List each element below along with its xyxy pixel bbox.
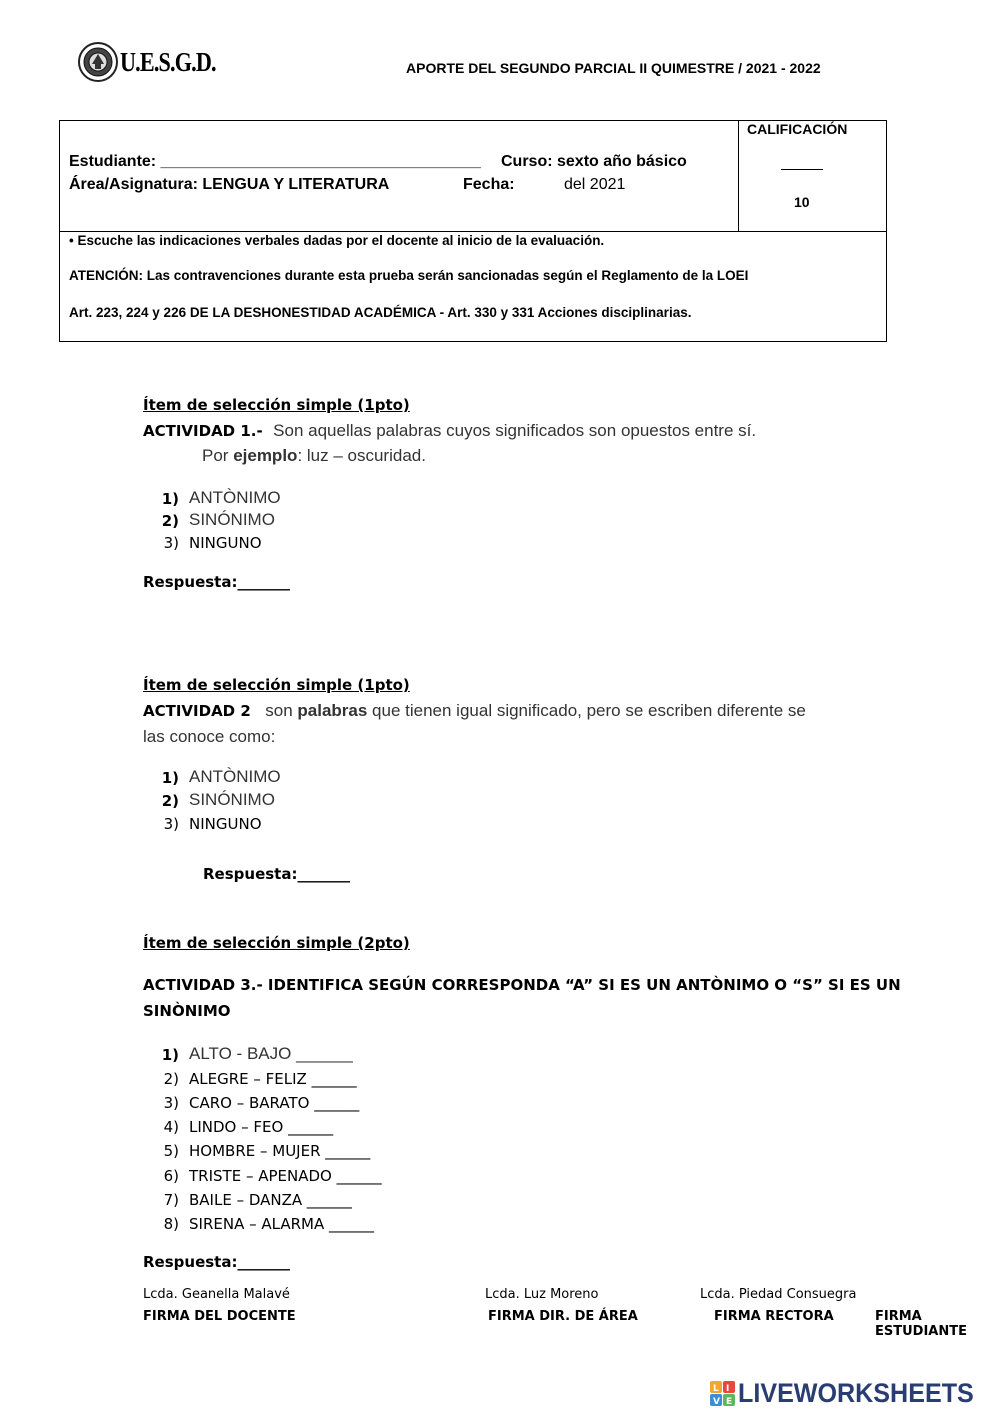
section2-question-post: que tienen igual significado, pero se escriben diferente se: [367, 701, 806, 720]
liveworksheets-brand: [710, 1378, 992, 1409]
section2-answer-field[interactable]: Respuesta:_______: [203, 865, 350, 883]
student-info-top: [60, 121, 886, 232]
section3-activity-line2: SINÒNIMO: [143, 1002, 231, 1020]
option-text: ANTÒNIMO: [189, 488, 281, 507]
section3-pair[interactable]: [149, 1191, 352, 1209]
section1-option[interactable]: [149, 534, 262, 552]
pair-text: BAILE – DANZA ______: [189, 1191, 352, 1209]
student-signature-label: FIRMA ESTUDIANTE: [875, 1309, 967, 1339]
liveworksheets-logo-icon: [710, 1381, 736, 1407]
section2-option[interactable]: [149, 767, 281, 787]
section2-question-bold: palabras: [297, 701, 368, 720]
section3-pair[interactable]: [149, 1044, 353, 1064]
grade-max: 10: [794, 194, 810, 210]
section1-item-title: Ítem de selección simple (1pto): [143, 396, 410, 414]
pair-number: 8): [163, 1215, 179, 1233]
option-number: 1): [161, 490, 179, 508]
section3-pair[interactable]: [149, 1167, 382, 1185]
section3-pair[interactable]: [149, 1142, 370, 1160]
section1-example-bold: ejemplo: [233, 446, 298, 465]
student-info-box: [59, 120, 887, 342]
section3-activity-line1: ACTIVIDAD 3.- IDENTIFICA SEGÚN CORRESPONDA “A” SI ES UN ANTÒNIMO O “S” SI ES UN: [143, 976, 901, 994]
section2-option[interactable]: [149, 790, 275, 810]
notice-attention: ATENCIÓN: Las contravenciones durante esta prueba serán sancionadas según el Reglamento de la LOEI: [69, 268, 749, 283]
teacher-name: Lcda. Geanella Malavé: [143, 1287, 290, 1302]
svg-text:E: E: [726, 1396, 733, 1407]
date-value[interactable]: del 2021: [564, 176, 626, 193]
section1-activity-label: ACTIVIDAD 1.-: [143, 422, 263, 440]
option-text: NINGUNO: [189, 815, 262, 833]
section1-question: [143, 421, 756, 441]
option-number: 2): [161, 512, 179, 530]
teacher-signature-label: FIRMA DEL DOCENTE: [143, 1309, 296, 1324]
section2-question-line2: las conoce como:: [143, 727, 276, 746]
section2-item-title: Ítem de selección simple (1pto): [143, 676, 410, 694]
pair-text: HOMBRE – MUJER ______: [189, 1142, 371, 1160]
pair-number: 3): [163, 1094, 179, 1112]
svg-text:V: V: [713, 1396, 721, 1407]
student-name-field[interactable]: Estudiante: ____________________________________: [69, 153, 481, 170]
svg-text:I: I: [726, 1383, 730, 1394]
school-logo-text: U.E.S.G.D.: [120, 46, 216, 77]
section3-item-title: Ítem de selección simple (2pto): [143, 934, 410, 952]
area-director-name: Lcda. Luz Moreno: [485, 1287, 599, 1302]
grade-cell: [738, 121, 888, 231]
school-seal-icon: [78, 42, 118, 82]
section2-question-pre: son: [265, 701, 298, 720]
section2-activity-label: ACTIVIDAD 2: [143, 702, 251, 720]
pair-text: LINDO – FEO ______: [189, 1118, 334, 1136]
section1-answer-field[interactable]: Respuesta:_______: [143, 573, 290, 591]
notice-articles: Art. 223, 224 y 226 DE LA DESHONESTIDAD ACADÉMICA - Art. 330 y 331 Acciones disciplinarias.: [69, 305, 692, 320]
pair-text: TRISTE – APENADO ______: [189, 1167, 382, 1185]
pair-number: 1): [161, 1046, 179, 1064]
pair-text: CARO – BARATO ______: [189, 1094, 360, 1112]
svg-text:L: L: [713, 1383, 720, 1394]
course-label: Curso: sexto año básico: [501, 153, 687, 170]
school-logo: [78, 40, 237, 84]
section3-pair[interactable]: [149, 1118, 333, 1136]
option-number: 1): [161, 769, 179, 787]
section2-question: [143, 701, 806, 721]
date-label: Fecha:: [463, 176, 515, 193]
area-director-signature-label: FIRMA DIR. DE ÁREA: [488, 1309, 638, 1324]
option-number: 3): [163, 815, 179, 833]
section1-question-text: Son aquellas palabras cuyos significados son opuestos entre sí.: [273, 421, 757, 440]
grade-blank[interactable]: [781, 169, 823, 170]
subject-label: Área/Asignatura: LENGUA Y LITERATURA: [69, 176, 390, 193]
section1-option[interactable]: [149, 510, 275, 530]
option-number: 3): [163, 534, 179, 552]
pair-number: 5): [163, 1142, 179, 1160]
option-text: NINGUNO: [189, 534, 262, 552]
section3-pair[interactable]: [149, 1094, 359, 1112]
pair-text: SIRENA – ALARMA ______: [189, 1215, 374, 1233]
section3-pair[interactable]: [149, 1070, 357, 1088]
option-text: ANTÒNIMO: [189, 767, 281, 786]
exam-title: APORTE DEL SEGUNDO PARCIAL II QUIMESTRE / 2021 - 2022: [406, 60, 821, 76]
pair-number: 4): [163, 1118, 179, 1136]
section1-option[interactable]: [149, 488, 281, 508]
rector-name: Lcda. Piedad Consuegra: [700, 1287, 857, 1302]
pair-text: ALEGRE – FELIZ ______: [189, 1070, 357, 1088]
pair-number: 2): [163, 1070, 179, 1088]
section3-pair[interactable]: [149, 1215, 374, 1233]
pair-number: 6): [163, 1167, 179, 1185]
pair-text: ALTO - BAJO ______: [189, 1044, 353, 1063]
rector-signature-label: FIRMA RECTORA: [714, 1309, 834, 1324]
liveworksheets-brand-text: LIVEWORKSHEETS: [738, 1378, 975, 1408]
notice-instructions: • Escuche las indicaciones verbales dadas por el docente al inicio de la evaluación.: [69, 233, 605, 248]
section3-answer-field[interactable]: Respuesta:_______: [143, 1253, 290, 1271]
pair-number: 7): [163, 1191, 179, 1209]
option-text: SINÓNIMO: [189, 790, 275, 809]
section1-example-post: : luz – oscuridad.: [297, 446, 426, 465]
grade-label: CALIFICACIÓN: [747, 121, 848, 137]
option-text: SINÓNIMO: [189, 510, 275, 529]
section1-example: [202, 446, 426, 466]
section1-example-pre: Por: [202, 446, 234, 465]
section2-option[interactable]: [149, 815, 262, 833]
option-number: 2): [161, 792, 179, 810]
